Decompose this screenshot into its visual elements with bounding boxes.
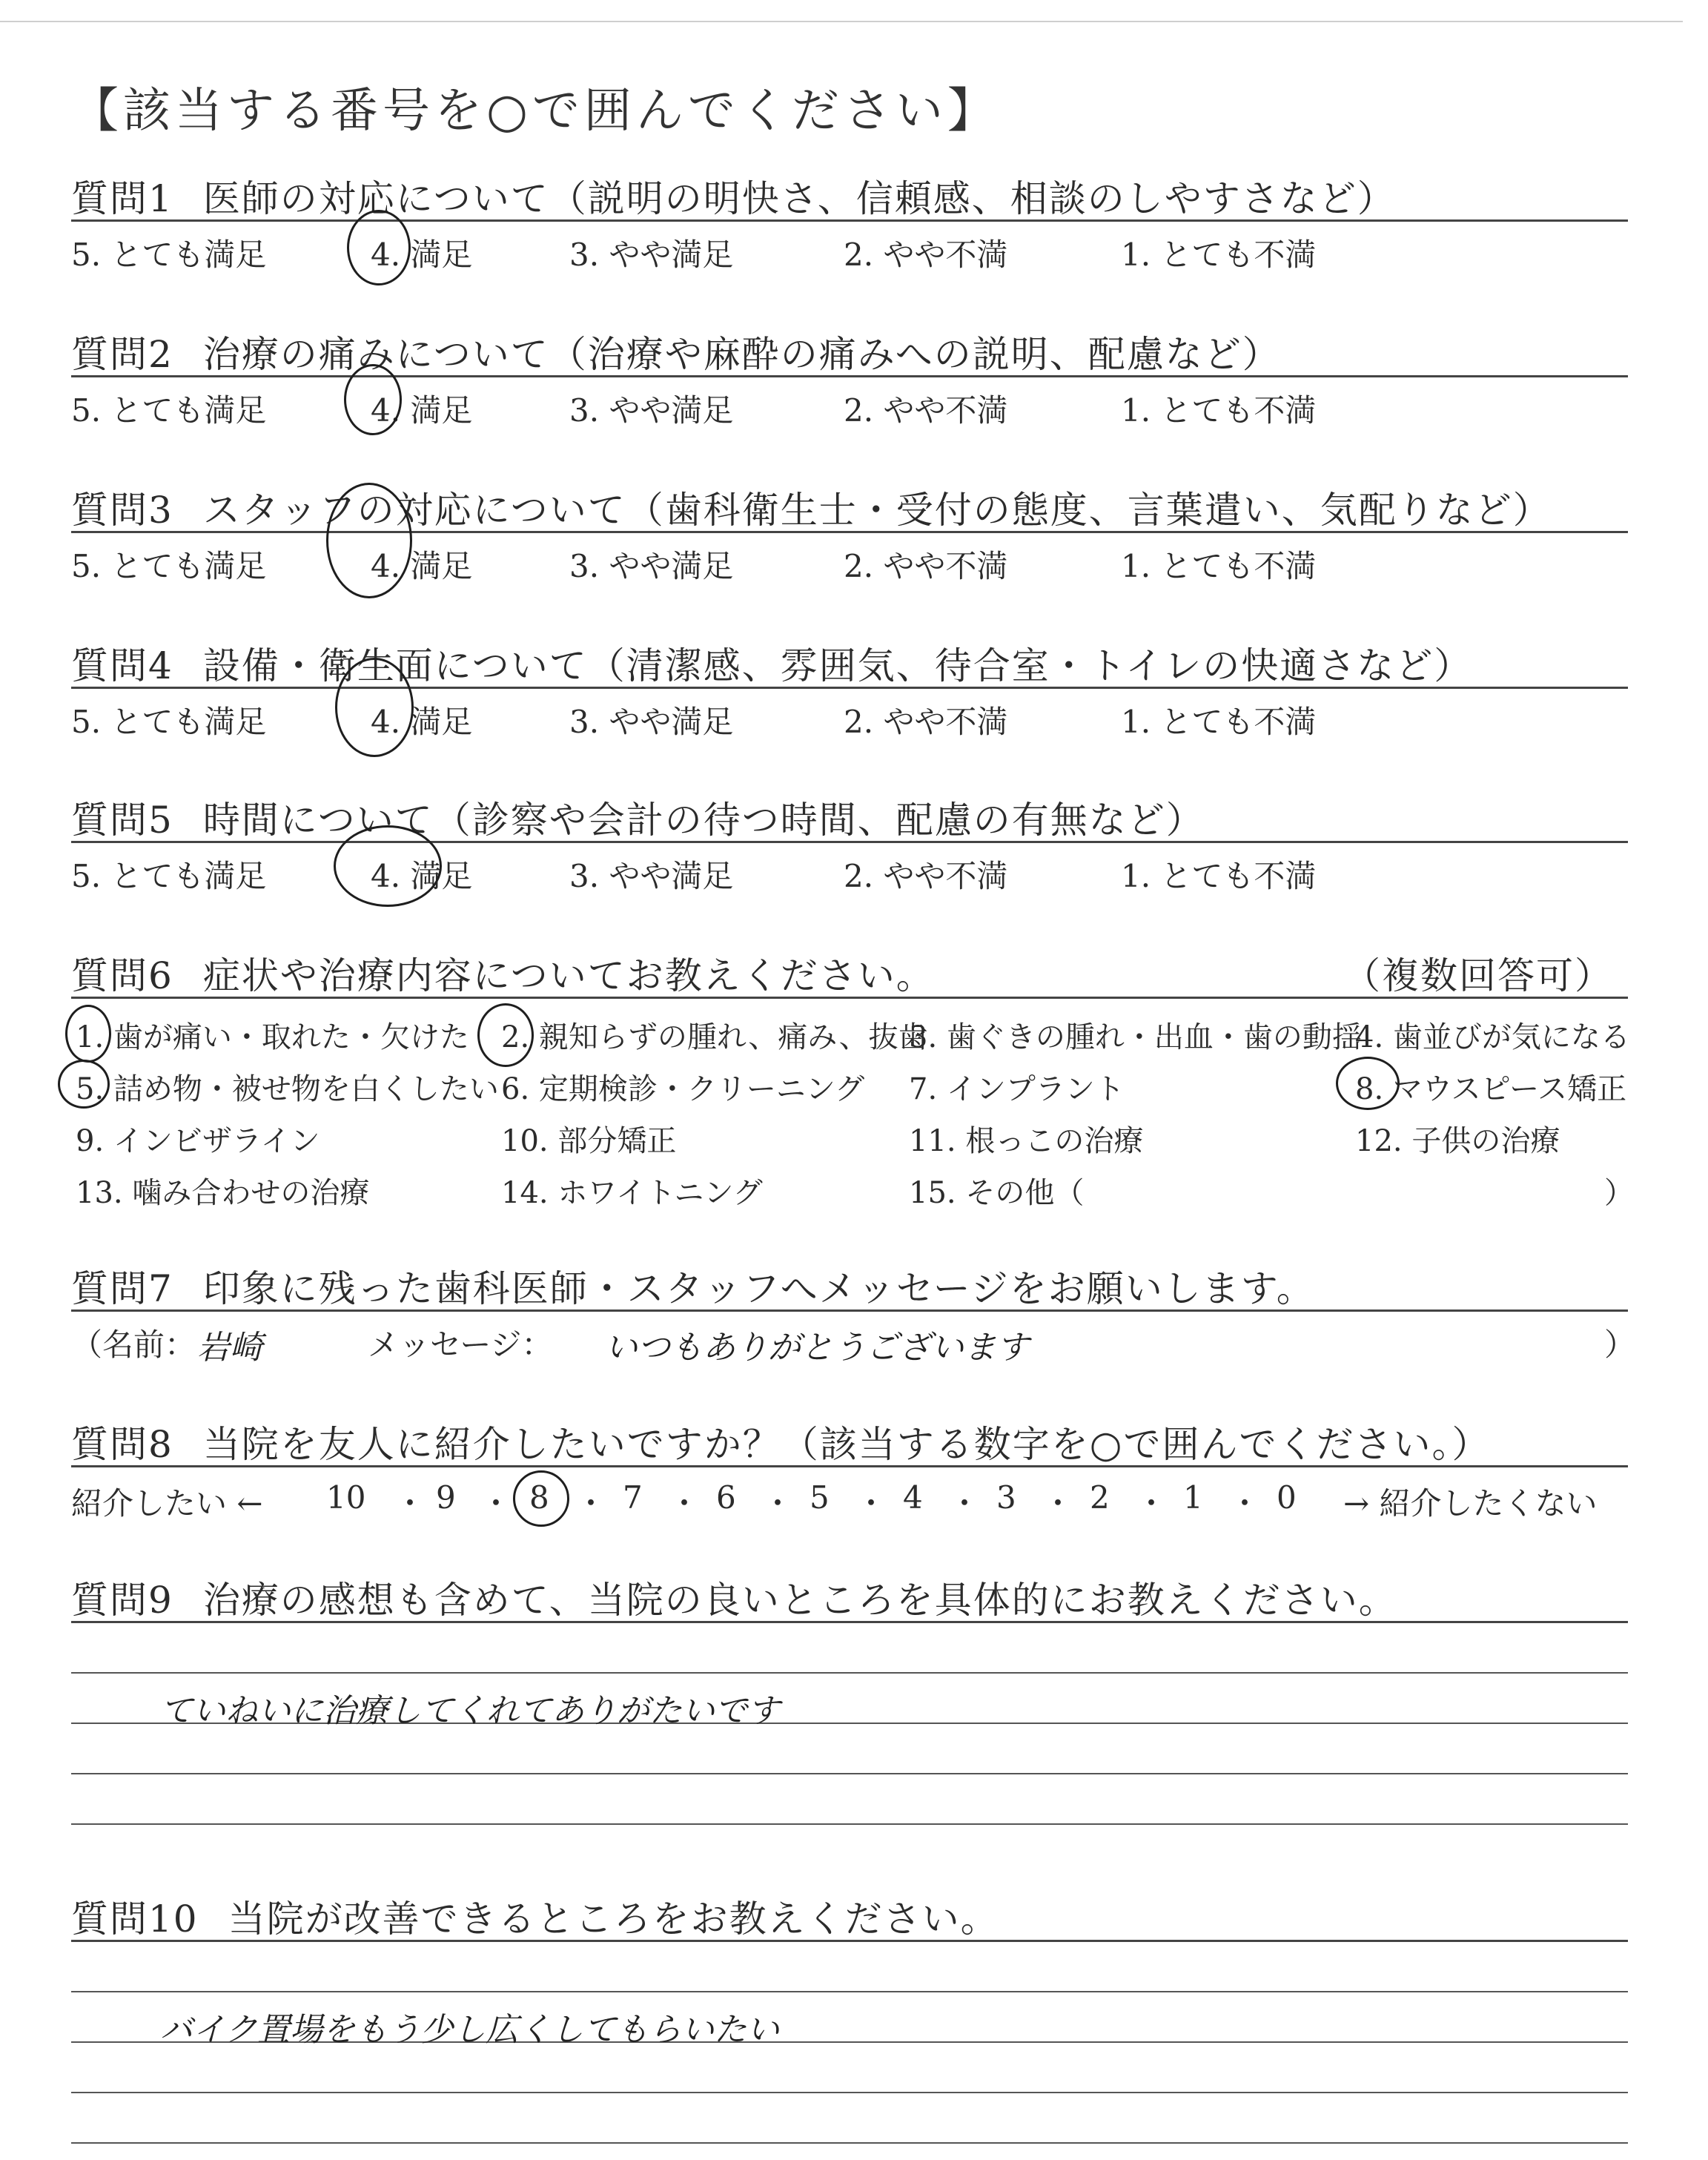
question-2	[71, 325, 1628, 431]
question-text: スタッフの対応について（歯科衛生士・受付の態度、言葉遣い、気配りなど）	[202, 489, 1552, 532]
scale-value[interactable]: 3	[996, 1479, 1016, 1516]
answer-area	[71, 1672, 1628, 1825]
selection-circle	[347, 210, 411, 285]
question-number: 質問5	[71, 799, 173, 842]
answer-area	[71, 1991, 1628, 2144]
option-3[interactable]: 3. やや満足	[569, 237, 734, 273]
option-item[interactable]: 14. ホワイトニング	[501, 1176, 763, 1210]
question-text: 医師の対応について（説明の明快さ、信頼感、相談のしやすさなど）	[202, 177, 1396, 220]
option-item[interactable]: 3. 歯ぐきの腫れ・出血・歯の動揺	[909, 1020, 1362, 1054]
option-3[interactable]: 3. やや満足	[569, 704, 734, 740]
option-4[interactable]: 4. 満足	[371, 704, 473, 740]
option-5[interactable]: 5. とても満足	[71, 237, 267, 273]
scale-value[interactable]: 6	[716, 1479, 736, 1516]
scale-value[interactable]: 5	[810, 1479, 830, 1516]
scale-dot: ・	[855, 1485, 887, 1522]
message-value[interactable]: いつもありがとうございます	[605, 1329, 1029, 1367]
question-text: 当院を友人に紹介したいですか？（該当する数字を○で囲んでください。）	[202, 1423, 1491, 1466]
symptom-options	[71, 1008, 1634, 1230]
option-item[interactable]: 7. インプラント	[909, 1072, 1125, 1106]
scale-dot: ・	[1229, 1485, 1261, 1522]
answer-line	[71, 1773, 1628, 1774]
scale-dot: ・	[480, 1485, 512, 1522]
name-value[interactable]: 岩崎	[197, 1329, 262, 1367]
question-text: 当院が改善できるところをお教えください。	[228, 1898, 999, 1941]
question-number: 質問9	[71, 1579, 173, 1622]
option-item[interactable]: 12. 子供の治療	[1355, 1124, 1560, 1158]
option-5[interactable]: 5. とても満足	[71, 392, 267, 429]
option-item[interactable]: 6. 定期検診・クリーニング	[501, 1072, 865, 1106]
question-text: 治療の感想も含めて、当院の良いところを具体的にお教えください。	[202, 1579, 1397, 1622]
option-3[interactable]: 3. やや満足	[569, 392, 734, 429]
scale-dot: ・	[575, 1485, 607, 1522]
question-9	[71, 1571, 1628, 1825]
question-6	[71, 946, 1634, 1230]
recommend-scale	[71, 1476, 1628, 1528]
scale-value[interactable]: 9	[436, 1479, 456, 1516]
scale-dot: ・	[949, 1485, 981, 1522]
scale-dot: ・	[1042, 1485, 1074, 1522]
question-number: 質問1	[71, 177, 173, 220]
rating-options	[71, 542, 1628, 587]
other-close-paren: ）	[1604, 1176, 1634, 1210]
question-8	[71, 1415, 1628, 1528]
rating-options	[71, 852, 1628, 896]
option-1[interactable]: 1. とても不満	[1121, 704, 1317, 740]
option-1[interactable]: 1. とても不満	[1121, 237, 1317, 273]
option-5[interactable]: 5. とても満足	[71, 704, 267, 740]
scale-value[interactable]: 0	[1277, 1479, 1297, 1516]
question-number: 質問2	[71, 333, 173, 376]
selection-circle	[58, 1060, 110, 1109]
option-1[interactable]: 1. とても不満	[1121, 858, 1317, 894]
scale-right-label: → 紹介したくない	[1343, 1485, 1598, 1522]
answer-line	[71, 1991, 1628, 1992]
option-2[interactable]: 2. やや不満	[844, 548, 1008, 584]
top-border	[0, 21, 1683, 22]
option-item[interactable]: 13. 噛み合わせの治療	[76, 1176, 370, 1210]
option-1[interactable]: 1. とても不満	[1121, 548, 1317, 584]
option-item[interactable]: 1. 歯が痛い・取れた・欠けた	[76, 1020, 469, 1054]
option-item[interactable]: 10. 部分矯正	[501, 1124, 677, 1158]
option-4[interactable]: 4. 満足	[371, 548, 473, 584]
option-item[interactable]: 4. 歯並びが気になる	[1355, 1020, 1630, 1054]
scale-value[interactable]: 7	[623, 1479, 643, 1516]
scale-dot: ・	[762, 1485, 794, 1522]
name-label: （名前：	[71, 1327, 196, 1363]
question-number: 質問4	[71, 644, 173, 687]
option-3[interactable]: 3. やや満足	[569, 858, 734, 894]
selection-circle	[344, 364, 402, 435]
option-5[interactable]: 5. とても満足	[71, 548, 267, 584]
scale-value[interactable]: 1	[1183, 1479, 1203, 1516]
message-row	[71, 1316, 1636, 1368]
option-item[interactable]: 9. インビザライン	[76, 1124, 320, 1158]
question-number: 質問7	[71, 1267, 173, 1310]
selection-circle	[334, 825, 442, 907]
option-item[interactable]: 15. その他（	[909, 1176, 1085, 1210]
option-3[interactable]: 3. やや満足	[569, 548, 734, 584]
message-label: メッセージ：	[368, 1327, 553, 1363]
answer-line	[71, 1672, 1628, 1674]
option-2[interactable]: 2. やや不満	[844, 237, 1008, 273]
question-number: 質問8	[71, 1423, 173, 1466]
scale-left-label: 紹介したい ←	[71, 1485, 263, 1522]
option-1[interactable]: 1. とても不満	[1121, 392, 1317, 429]
question-text: 治療の痛みについて（治療や麻酔の痛みへの説明、配慮など）	[202, 333, 1281, 376]
question-text: 印象に残った歯科医師・スタッフへメッセージをお願いします。	[202, 1267, 1315, 1310]
scale-dot: ・	[1136, 1485, 1168, 1522]
scale-value[interactable]: 10	[326, 1479, 366, 1516]
answer-text[interactable]: ていねいに治療してくれてありがたいです	[160, 1692, 780, 1730]
selection-circle	[335, 658, 414, 757]
multiple-answers-note: （複数回答可）	[1343, 954, 1613, 997]
option-4[interactable]: 4. 満足	[371, 858, 473, 894]
page-title: 【該当する番号を○で囲んでください】	[71, 84, 999, 139]
option-item[interactable]: 8. マウスピース矯正	[1355, 1072, 1627, 1106]
scale-value[interactable]: 8	[529, 1479, 549, 1516]
option-item[interactable]: 11. 根っこの治療	[909, 1124, 1144, 1158]
selection-circle	[326, 483, 412, 598]
question-text: 時間について（診察や会計の待つ時間、配慮の有無など）	[202, 799, 1205, 842]
question-text: 設備・衛生面について（清潔感、雰囲気、待合室・トイレの快適さなど）	[202, 644, 1473, 687]
answer-line	[71, 2142, 1628, 2144]
scale-value[interactable]: 2	[1090, 1479, 1110, 1516]
selection-circle	[65, 1005, 111, 1063]
question-number: 質問6	[71, 954, 173, 997]
rating-options	[71, 231, 1628, 275]
selection-circle	[477, 1003, 534, 1067]
rating-options	[71, 698, 1628, 742]
scale-dot: ・	[394, 1485, 426, 1522]
question-4	[71, 636, 1628, 742]
question-7	[71, 1259, 1636, 1368]
option-4[interactable]: 4. 満足	[371, 392, 473, 429]
answer-text[interactable]: バイク置場をもう少し広くしてもらいたい	[160, 2011, 780, 2049]
question-3	[71, 480, 1628, 587]
question-number: 質問10	[71, 1898, 199, 1941]
option-4[interactable]: 4. 満足	[371, 237, 473, 273]
option-5[interactable]: 5. とても満足	[71, 858, 267, 894]
option-item[interactable]: 2. 親知らずの腫れ、痛み、抜歯	[501, 1020, 928, 1054]
option-2[interactable]: 2. やや不満	[844, 392, 1008, 429]
answer-line	[71, 2092, 1628, 2093]
rating-options	[71, 386, 1628, 431]
question-1	[71, 169, 1628, 275]
question-10	[71, 1889, 1628, 2144]
scale-dot: ・	[669, 1485, 701, 1522]
scale-value[interactable]: 4	[903, 1479, 923, 1516]
question-5	[71, 790, 1628, 896]
option-2[interactable]: 2. やや不満	[844, 858, 1008, 894]
option-2[interactable]: 2. やや不満	[844, 704, 1008, 740]
answer-line	[71, 1823, 1628, 1825]
question-text: 症状や治療内容についてお教えください。	[202, 954, 935, 997]
option-item[interactable]: 5. 詰め物・被せ物を白くしたい	[76, 1072, 499, 1106]
message-close-paren: ）	[1604, 1327, 1636, 1363]
question-number: 質問3	[71, 489, 173, 532]
selection-circle	[1336, 1057, 1400, 1110]
selection-circle	[513, 1470, 569, 1527]
